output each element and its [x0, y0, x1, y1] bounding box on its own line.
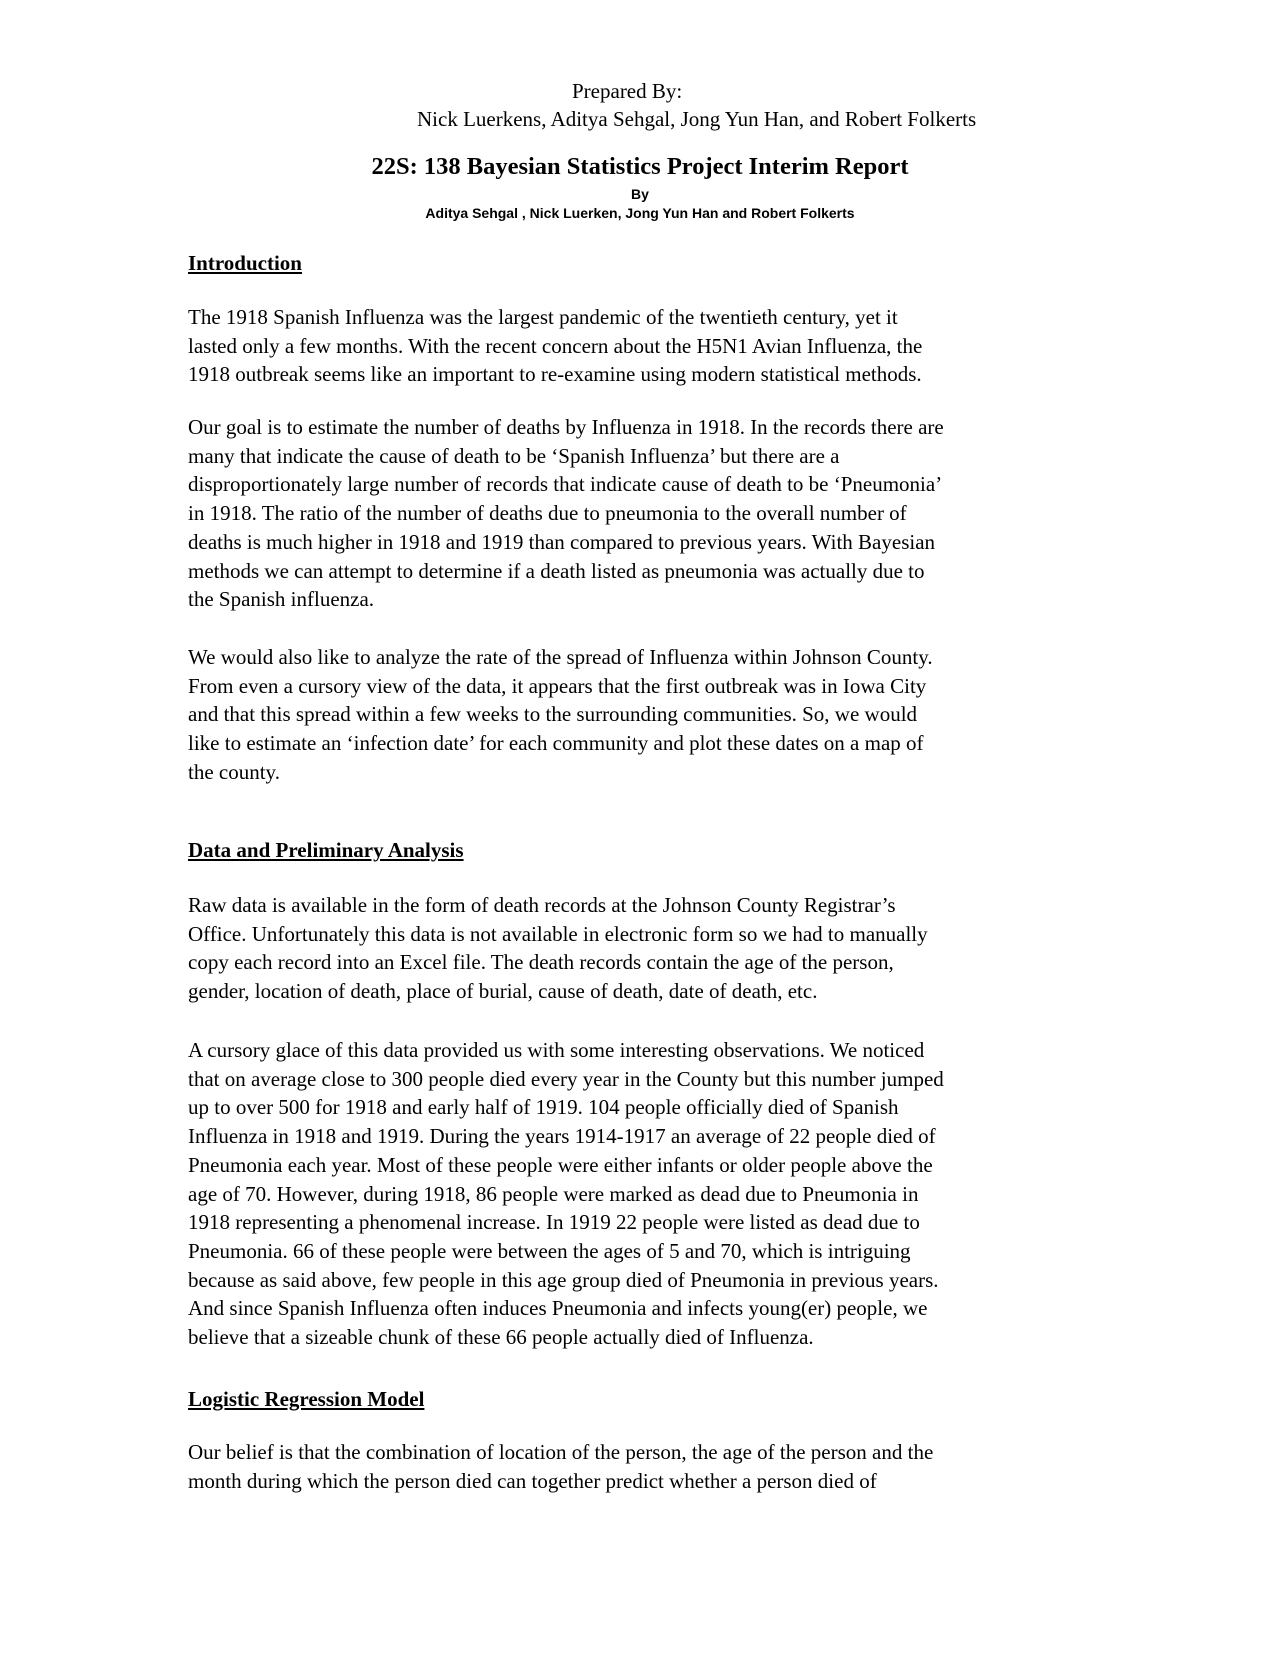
- intro-paragraph-2: [188, 413, 1093, 614]
- text-line: month during which the person died can together predict whether a person died of: [188, 1468, 877, 1493]
- by-label: By: [631, 186, 649, 202]
- text-line: and that this spread within a few weeks to the surrounding communities. So, we would: [188, 702, 918, 727]
- document-title: 22S: 138 Bayesian Statistics Project Interim Report: [371, 153, 909, 180]
- author-list: Aditya Sehgal , Nick Luerken, Jong Yun Han and Robert Folkerts: [425, 205, 855, 221]
- text-line: Our goal is to estimate the number of deaths by Influenza in 1918. In the records there are: [188, 415, 944, 439]
- text-line: Raw data is available in the form of death records at the Johnson County Registrar’s: [188, 893, 896, 917]
- text-line: Our belief is that the combination of location of the person, the age of the person and the: [188, 1440, 934, 1464]
- text-line: methods we can attempt to determine if a death listed as pneumonia was actually due to: [188, 558, 925, 583]
- text-line: gender, location of death, place of burial, cause of death, date of death, etc.: [188, 979, 818, 1004]
- intro-paragraph-1: [188, 303, 1093, 389]
- text-line: 1918 outbreak seems like an important to re-examine using modern statistical methods.: [188, 362, 922, 387]
- text-line: And since Spanish Influenza often induces Pneumonia and infects young(er) people, we: [188, 1296, 928, 1321]
- section-heading-introduction: Introduction: [188, 251, 302, 275]
- prepared-by-names: Nick Luerkens, Aditya Sehgal, Jong Yun Han, and Robert Folkerts: [417, 107, 977, 131]
- text-line: copy each record into an Excel file. The death records contain the age of the person,: [188, 950, 894, 975]
- section-heading-logistic-regression: Logistic Regression Model: [188, 1387, 425, 1411]
- text-line: A cursory glace of this data provided us with some interesting observations. We noticed: [188, 1038, 925, 1062]
- text-line: like to estimate an ‘infection date’ for each community and plot these dates on a map of: [188, 731, 924, 756]
- data-paragraph-2: [188, 1036, 1093, 1352]
- text-line: believe that a sizeable chunk of these 66 people actually died of Influenza.: [188, 1325, 814, 1350]
- text-line: up to over 500 for 1918 and early half of 1919. 104 people officially died of Spanish: [188, 1095, 899, 1120]
- prepared-by-label: Prepared By:: [572, 79, 683, 103]
- text-line: that on average close to 300 people died every year in the County but this number jumped: [188, 1066, 944, 1091]
- data-paragraph-1: [188, 891, 1093, 1006]
- text-line: disproportionately large number of records that indicate cause of death to be ‘Pneumonia’: [188, 472, 943, 497]
- text-line: Pneumonia. 66 of these people were between the ages of 5 and 70, which is intriguing: [188, 1238, 911, 1263]
- text-line: We would also like to analyze the rate of the spread of Influenza within Johnson County.: [188, 645, 933, 669]
- text-line: 1918 representing a phenomenal increase. In 1919 22 people were listed as dead due to: [188, 1210, 920, 1235]
- text-line: The 1918 Spanish Influenza was the largest pandemic of the twentieth century, yet it: [188, 305, 898, 329]
- text-line: age of 70. However, during 1918, 86 people were marked as dead due to Pneumonia in: [188, 1181, 919, 1206]
- text-line: lasted only a few months. With the recent concern about the H5N1 Avian Influenza, the: [188, 333, 923, 358]
- section-heading-data-analysis: Data and Preliminary Analysis: [188, 838, 464, 862]
- text-line: From even a cursory view of the data, it appears that the first outbreak was in Iowa City: [188, 673, 927, 698]
- text-line: Pneumonia each year. Most of these people were either infants or older people above the: [188, 1152, 933, 1177]
- model-paragraph-1: [188, 1438, 1093, 1495]
- text-line: in 1918. The ratio of the number of deaths due to pneumonia to the overall number of: [188, 501, 907, 526]
- intro-paragraph-3: [188, 643, 1093, 787]
- text-line: Influenza in 1918 and 1919. During the years 1914-1917 an average of 22 people died of: [188, 1124, 936, 1149]
- text-line: because as said above, few people in this age group died of Pneumonia in previous years.: [188, 1267, 939, 1292]
- text-line: Office. Unfortunately this data is not available in electronic form so we had to manually: [188, 921, 928, 946]
- text-line: deaths is much higher in 1918 and 1919 than compared to previous years. With Bayesian: [188, 529, 936, 554]
- text-line: the county.: [188, 759, 280, 784]
- text-line: the Spanish influenza.: [188, 587, 375, 612]
- text-line: many that indicate the cause of death to be ‘Spanish Influenza’ but there are a: [188, 443, 840, 468]
